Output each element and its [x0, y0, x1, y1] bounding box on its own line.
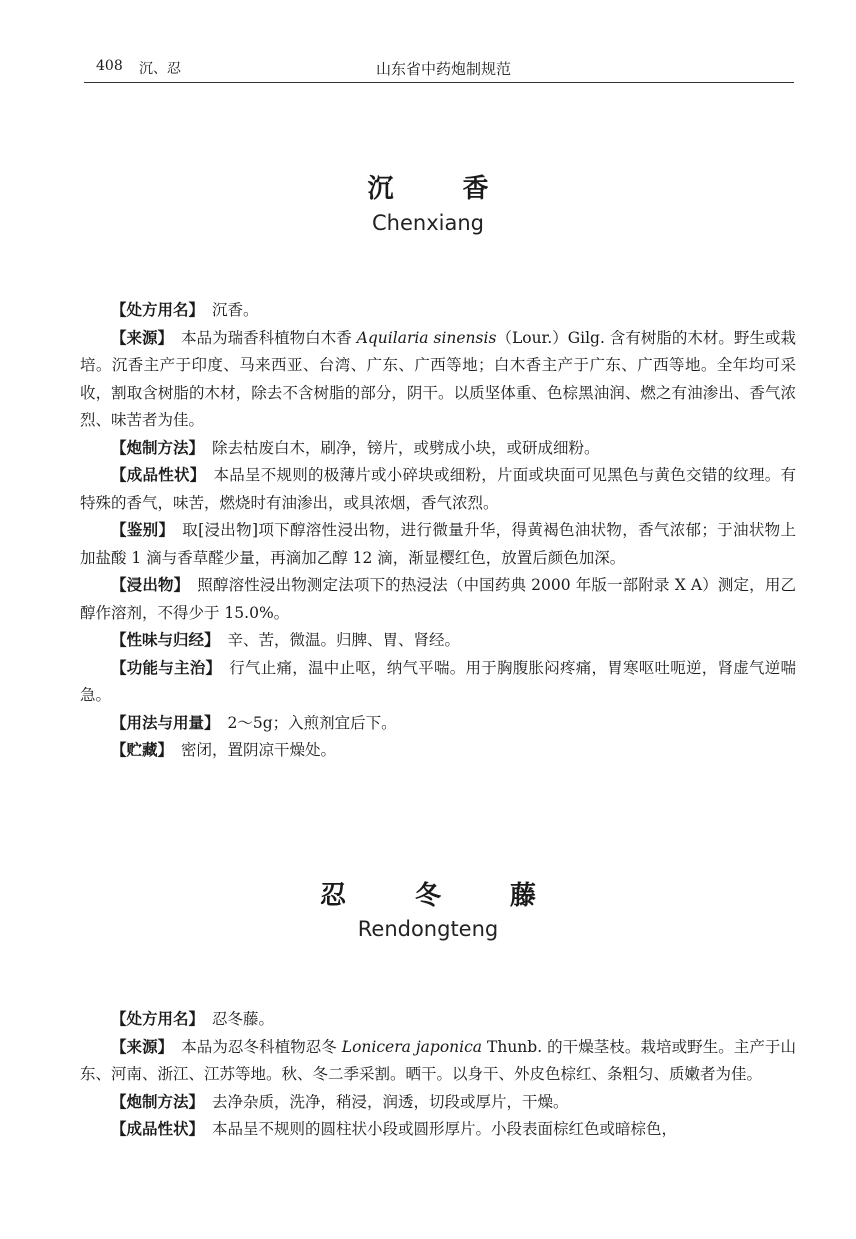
paragraph: [80, 655, 796, 710]
section-text: 忍冬藤。: [212, 1010, 275, 1028]
section-label: 【处方用名】: [111, 1010, 205, 1028]
section-label: 【用法与用量】: [111, 713, 220, 732]
paragraph: [80, 1006, 796, 1034]
page-number: 408: [96, 58, 123, 74]
section-label: 【来源】: [111, 328, 174, 347]
entry-pinyin: Chenxiang: [372, 211, 484, 235]
book-title: 山东省中药炮制规范: [376, 60, 512, 78]
section-label: 【浸出物】: [111, 576, 190, 594]
section-label: 【鉴别】: [111, 521, 175, 539]
paragraph: [80, 572, 796, 627]
paragraph: [80, 325, 796, 435]
section-label: 【来源】: [111, 1037, 174, 1056]
section-label: 【性味与归经】: [111, 631, 220, 649]
section-text: 本品为忍冬科植物忍冬: [181, 1037, 342, 1056]
entry-title: 沉 香: [367, 174, 519, 204]
paragraph: [80, 297, 796, 325]
section-label: 【成品性状】: [111, 1120, 205, 1138]
paragraph: [80, 435, 796, 463]
section-text: 辛、苦，微温。归脾、胃、肾经。: [227, 631, 461, 649]
section-label: 【炮制方法】: [111, 438, 205, 457]
paragraph: [80, 517, 796, 572]
section-text: 沉香。: [212, 301, 259, 319]
section-text: 照醇溶性浸出物测定法项下的热浸法（中国药典 2000 年版一部附录 X A）测定，用乙醇作溶剂，不得少于 15.0%。: [80, 576, 796, 622]
paragraph: [80, 1116, 796, 1144]
running-head: 沉、忍: [139, 61, 181, 77]
section-label: 【处方用名】: [111, 301, 205, 319]
section-text: 密闭，置阴凉干燥处。: [181, 741, 337, 759]
section-text: Thunb. 的干燥茎枝。栽培或野生。主产于山东、河南、浙江、江苏等地。秋、冬二季采割。晒干。以身干、外皮色棕红、条粗匀、质嫩者为佳。: [80, 1037, 796, 1083]
section-label: 【贮藏】: [111, 741, 174, 759]
paragraph: [80, 737, 796, 765]
section-label: 【成品性状】: [111, 466, 206, 484]
page-header: [84, 52, 794, 83]
section-text: 本品为瑞香科植物白木香: [181, 328, 357, 347]
entry-body: [80, 1006, 796, 1144]
paragraph: [80, 1089, 796, 1117]
section-text: （Lour.）Gilg. 含有树脂的木材。野生或栽培。沉香主产于印度、马来西亚、台湾、广东、广西等地；白木香主产于广东、广西等地。全年均可采收，割取含树脂的木材，除去不含树脂的部分，阴干。以质坚体重、色棕黑油润、燃之有油渗出、香气浓烈、味苦者为佳。: [80, 328, 796, 429]
entry-title: 忍 冬 藤: [319, 881, 567, 911]
paragraph: [80, 462, 796, 517]
section-text: 本品呈不规则的圆柱状小段或圆形厚片。小段表面棕红色或暗棕色，: [212, 1120, 678, 1138]
paragraph: [80, 1034, 796, 1089]
paragraph: [80, 627, 796, 655]
section-text: 2～5g；入煎剂宜后下。: [227, 713, 397, 732]
section-label: 【功能与主治】: [111, 658, 222, 677]
section-label: 【炮制方法】: [111, 1092, 205, 1111]
section-text: 除去枯废白木，刷净，镑片，或劈成小块，或研成细粉。: [212, 438, 600, 457]
section-text: 去净杂质，洗净，稍浸，润透，切段或厚片，干燥。: [212, 1092, 569, 1111]
entry-pinyin: Rendongteng: [357, 917, 499, 941]
latin-name: Lonicera japonica: [341, 1037, 483, 1056]
entry-body: [80, 297, 796, 765]
section-text: 本品呈不规则的极薄片或小碎块或细粉，片面或块面可见黑色与黄色交错的纹理。有特殊的香气，味苦，燃烧时有油渗出，或具浓烟，香气浓烈。: [80, 466, 796, 512]
section-text: 取[浸出物]项下醇溶性浸出物，进行微量升华，得黄褐色油状物，香气浓郁；于油状物上加盐酸 1 滴与香草醛少量，再滴加乙醇 12 滴，渐显樱红色，放置后颜色加深。: [80, 521, 796, 567]
latin-name: Aquilaria sinensis: [356, 328, 497, 347]
section-text: 行气止痛，温中止呕，纳气平喘。用于胸腹胀闷疼痛，胃寒呕吐呃逆，肾虚气逆喘急。: [80, 658, 796, 704]
paragraph: [80, 710, 796, 738]
